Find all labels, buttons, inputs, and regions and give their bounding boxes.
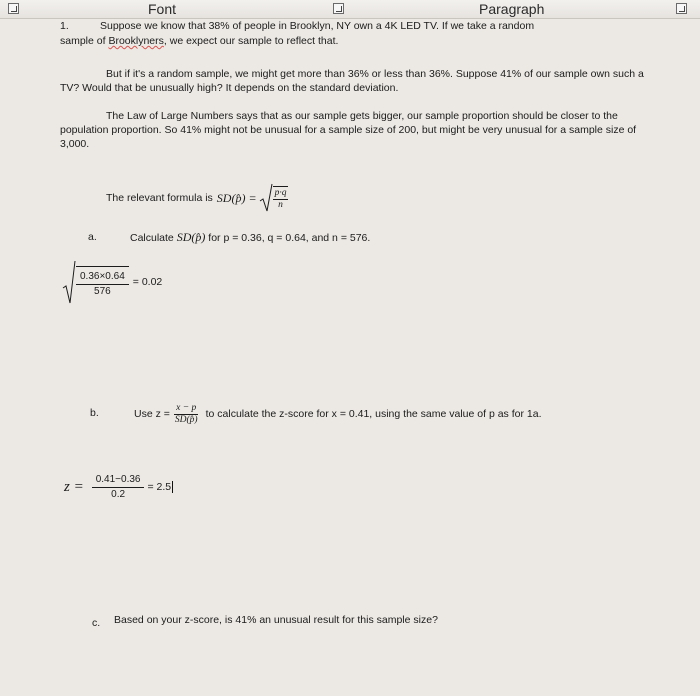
calc-b: z = $\frac{0.41-0.36}{0.2}$ = 2.5 [64,473,172,500]
part-c-label: c. [92,617,101,629]
part-a-text: Calculate SD(p̂) for p = 0.36, q = 0.64, and n = 576. [130,230,371,244]
part-c-text: Based on your z-score, is 41% an unusual result for this sample size? [114,614,438,626]
calc-a-fraction: $\frac{0.36\times 0.64}{576}$ [76,266,129,299]
document-page[interactable] [0,19,700,696]
z-formula-fraction: $\frac{x - p}{SD(p̂)}$ [174,402,198,425]
calc-b-result: = 2.5 [147,481,172,493]
paragraph-dialog-launcher-icon[interactable] [676,3,687,14]
part-a-label: a. [88,231,97,243]
formula-line: The relevant formula is SD(p̂) = $\frac{p\cdot q}{n}$ [106,181,288,215]
ribbon-bar [0,0,700,19]
part-b-text: Use z = $\frac{x - p}{SD(p̂)}$ to calculate the z-score for x = 0.41, using the same value of p as for 1a. [134,402,542,425]
paragraph-3: The Law of Large Numbers says that as our sample gets bigger, our sample proportion should be closer to the population proportion. So 41% might not be unusual for a sample size of 200, but might be very unusual for a sample size of 3,000. [60,110,637,150]
dialog-launcher-icon[interactable] [8,3,19,14]
intro-line-2: sample of Brooklyners, we expect our sample to reflect that. [60,35,339,47]
calc-a-result: = 0.02 [132,276,163,288]
calc-a [62,259,162,305]
text-cursor [172,481,173,493]
paragraph-group-label: Paragraph [479,1,545,17]
calc-b-fraction: $\frac{0.41-0.36}{0.2}$ [92,473,145,502]
item-number: 1. [60,20,69,32]
paragraph-2: But if it's a random sample, we might get more than 36% or less than 36%. Suppose 41% of our sample own such a TV? Would that be unusually high? It depends on the standard deviation. [60,68,644,94]
radical-icon [62,259,76,305]
intro-line-1: Suppose we know that 38% of people in Brooklyn, NY own a 4K LED TV. If we take a random [100,20,535,32]
radical-icon [259,182,273,214]
formula-fraction: $\frac{p\cdot q}{n}$ [274,187,287,210]
part-b-label: b. [90,407,99,419]
misspelled-word: Brooklyners [108,35,164,47]
font-dialog-launcher-icon[interactable] [333,3,344,14]
formula-sd: SD(p̂) = [216,191,257,205]
font-group-label: Font [148,1,177,17]
